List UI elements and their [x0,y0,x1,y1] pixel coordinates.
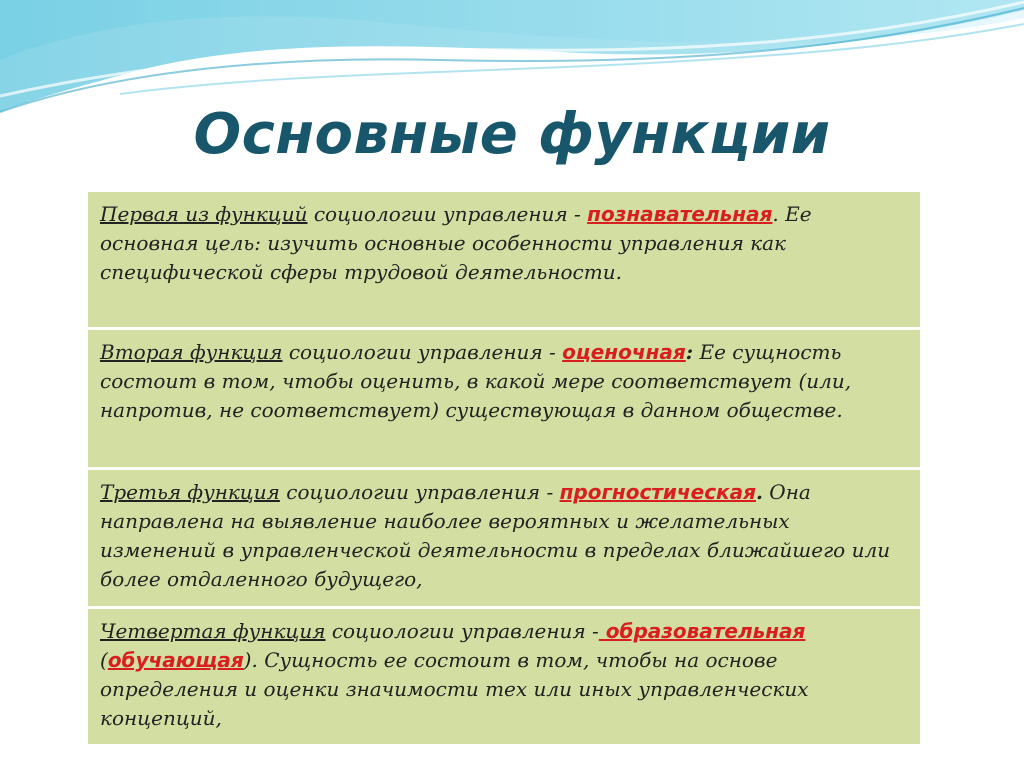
function-4-accent: образовательная [598,619,806,643]
function-2-lead: Вторая функция [100,340,283,364]
function-row-4 [88,609,920,744]
function-1-tail: . Ее основная цель: изучить основные особенности управления как специфической сферы трудовой деятельности. [100,202,812,284]
function-row-2 [88,330,920,467]
function-3-mid: социологии управления - [279,480,560,504]
function-4-lead: Четвертая функция [100,619,326,643]
function-1-lead: Первая из функций [100,202,308,226]
function-3-lead: Третья функция [100,480,280,504]
function-3-tail: Она направлена на выявление наиболее вероятных и желательных изменений в управленческой деятельности в пределах ближайшего или более отдаленного будущего, [100,480,891,591]
function-4-mid: социологии управления - [325,619,599,643]
function-2-tail: Ее сущность состоит в том, чтобы оценить, в какой мере соответствует (или, напротив, не соответствует) существующая в данном обществе. [100,340,852,422]
functions-table [88,192,920,744]
function-1-accent: познавательная [587,202,773,226]
function-row-1 [88,192,920,327]
function-2-mid: социологии управления - [282,340,563,364]
function-2-punct: : [685,340,694,364]
slide-title: Основные функции [193,102,831,167]
function-4-tail: ). Сущность ее состоит в том, чтобы на основе определения и оценки значимости тех или иных управленческих концепций, [100,648,809,730]
function-4-accent-2: обучающая [107,648,244,672]
function-4-open: ( [100,648,108,672]
function-3-punct: . [755,480,763,504]
function-1-mid: социологии управления - [307,202,588,226]
function-row-3 [88,470,920,606]
function-2-accent: оценочная [562,340,686,364]
function-3-accent: прогностическая [559,480,756,504]
